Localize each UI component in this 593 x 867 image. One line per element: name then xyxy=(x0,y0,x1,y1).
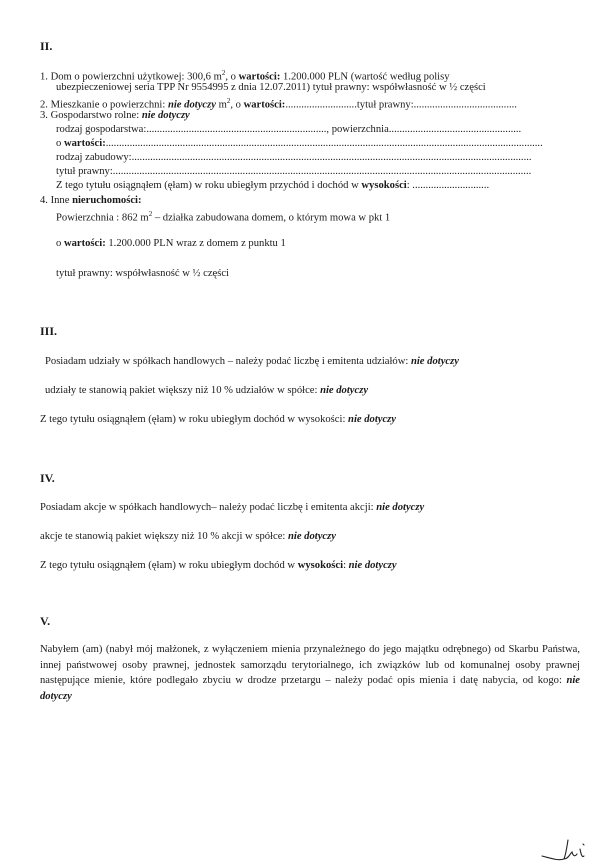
item-3-line-2: rodzaj gospodarstwa:...................................................................., powierzchnia.................................................. xyxy=(56,124,522,135)
sec3-line-3: Z tego tytułu osiągnąłem (ęłam) w roku ubiegłym dochód w wysokości: nie dotyczy xyxy=(40,414,396,425)
sec5-paragraph: Nabyłem (am) (nabył mój małżonek, z wyłączeniem mienia przynależnego do jego majątku odrębnego) od Skarbu Państwa, innej państwowej osoby prawnej, jednostek samorządu terytorialnego, ich związków lub od komunalnej osoby prawnej następujące mienie, które podlegało zbyciu w drodze przetargu – należy podać opis mienia i datę nabycia, od kogo: nie dotyczy xyxy=(40,644,580,702)
item-3-line-5: tytuł prawny:.............................................................................................................................................................. xyxy=(56,166,532,177)
sec4-line-2: akcje te stanowią pakiet większy niż 10 % akcji w spółce: nie dotyczy xyxy=(40,531,336,542)
sec4-line-3: Z tego tytułu osiągnąłem (ęłam) w roku ubiegłym dochód w wysokości: nie dotyczy xyxy=(40,560,397,571)
section-heading-iv: IV. xyxy=(40,471,55,485)
item-4-area: Powierzchnia : 862 $m^2$ – działka zabudowana domem, o którym mowa w pkt 1 xyxy=(56,210,391,224)
item-2-line: 2. Mieszkanie o powierzchni: nie dotyczy $m^2$, o wartości:...........................tytuł prawny:....................................... xyxy=(40,97,517,111)
item-3-line-4: rodzaj zabudowy:....................................................................................................................................................... xyxy=(56,152,532,163)
item-1-line-1: 1. Dom o powierzchni użytkowej: 300,6 $m^2$, o wartości: 1.200.000 PLN (wartość według polisy xyxy=(40,69,450,83)
item-3-line-1: 3. Gospodarstwo rolne: nie dotyczy xyxy=(40,110,190,121)
sec4-line-1: Posiadam akcje w spółkach handlowych– należy podać liczbę i emitenta akcji: nie dotyczy xyxy=(40,502,425,513)
handwritten-signature xyxy=(540,832,590,866)
sec3-line-2: udziały te stanowią pakiet większy niż 10 % udziałów w spółce: nie dotyczy xyxy=(45,385,369,396)
item-3-line-3: o wartości:..................................................................................................................................................................... xyxy=(56,138,543,149)
item-4-title: tytuł prawny: współwłasność w ½ części xyxy=(56,268,229,279)
section-heading-v: V. xyxy=(40,614,51,628)
section-heading-iii: III. xyxy=(40,324,58,338)
item-1-line-2: ubezpieczeniowej seria TPP Nr 9554995 z dnia 12.07.2011) tytuł prawny: współwłasność w ½ części xyxy=(56,82,486,93)
sec3-line-1: Posiadam udziały w spółkach handlowych – należy podać liczbę i emitenta udziałów: nie dotyczy xyxy=(45,356,459,367)
section-heading-ii: II. xyxy=(40,39,53,53)
item-3-line-6: Z tego tytułu osiągnąłem (ęłam) w roku ubiegłym przychód i dochód w wysokości: ............................. xyxy=(56,180,490,191)
item-4-value: o wartości: 1.200.000 PLN wraz z domem z punktu 1 xyxy=(56,238,286,249)
item-4-line-1: 4. Inne nieruchomości: xyxy=(40,195,142,206)
